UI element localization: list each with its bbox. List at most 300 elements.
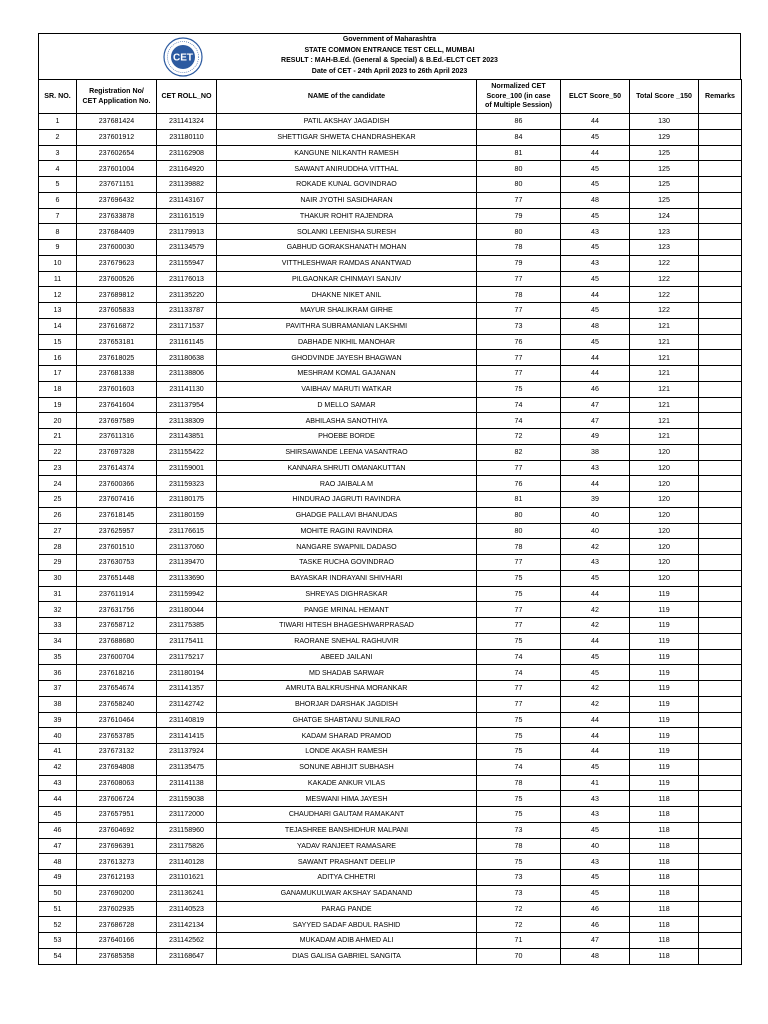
sr-no-cell: 24 [39,476,77,492]
remarks-cell [699,744,742,760]
sr-no-cell: 53 [39,933,77,949]
table-row [39,665,742,681]
registration-no-cell: 237601603 [77,381,157,397]
elct-score-cell: 48 [561,948,630,964]
remarks-cell [699,240,742,256]
remarks-cell [699,287,742,303]
remarks-cell [699,397,742,413]
sr-no-cell: 16 [39,350,77,366]
candidate-name-cell: NANGARE SWAPNIL DADASO [217,539,477,555]
remarks-cell [699,633,742,649]
elct-score-cell: 44 [561,744,630,760]
elct-score-cell: 43 [561,791,630,807]
normalized-score-cell: 80 [477,523,561,539]
total-score-cell: 121 [630,366,699,382]
roll-no-cell: 231142562 [157,933,217,949]
candidate-name-cell: SONUNE ABHIJIT SUBHASH [217,759,477,775]
remarks-cell [699,334,742,350]
elct-score-cell: 44 [561,728,630,744]
total-score-cell: 122 [630,287,699,303]
candidate-name-cell: AMRUTA BALKRUSHNA MORANKAR [217,681,477,697]
table-row [39,224,742,240]
candidate-name-cell: PARAG PANDE [217,901,477,917]
candidate-name-cell: SHIRSAWANDE LEENA VASANTRAO [217,444,477,460]
remarks-cell [699,759,742,775]
remarks-cell [699,318,742,334]
table-row [39,444,742,460]
registration-no-cell: 237607416 [77,492,157,508]
roll-no-cell: 231141138 [157,775,217,791]
table-row [39,334,742,350]
remarks-cell [699,618,742,634]
roll-no-cell: 231172000 [157,807,217,823]
col-header-normalized-score [477,80,561,114]
registration-no-cell: 237671151 [77,177,157,193]
sr-no-cell: 26 [39,507,77,523]
total-score-cell: 120 [630,492,699,508]
total-score-cell: 119 [630,728,699,744]
registration-no-cell: 237608063 [77,775,157,791]
roll-no-cell: 231141357 [157,681,217,697]
total-score-cell: 123 [630,240,699,256]
elct-score-cell: 46 [561,901,630,917]
normalized-score-cell: 80 [477,224,561,240]
roll-no-cell: 231133787 [157,303,217,319]
candidate-name-cell: GHATGE SHABTANU SUNILRAO [217,712,477,728]
total-score-cell: 118 [630,933,699,949]
registration-no-cell: 237600366 [77,476,157,492]
candidate-name-cell: PHOEBE BORDE [217,429,477,445]
elct-score-cell: 43 [561,460,630,476]
col-header-remarks: Remarks [699,80,742,114]
table-row [39,917,742,933]
sr-no-cell: 44 [39,791,77,807]
candidate-name-cell: ROKADE KUNAL GOVINDRAO [217,177,477,193]
registration-no-cell: 237658240 [77,696,157,712]
table-row [39,807,742,823]
candidate-name-cell: HINDURAO JAGRUTI RAVINDRA [217,492,477,508]
candidate-name-cell: DABHADE NIKHIL MANOHAR [217,334,477,350]
total-score-cell: 125 [630,145,699,161]
remarks-cell [699,917,742,933]
registration-no-cell: 237681424 [77,114,157,130]
elct-score-cell: 44 [561,114,630,130]
table-row [39,555,742,571]
table-row [39,287,742,303]
normalized-score-cell: 77 [477,618,561,634]
roll-no-cell: 231139470 [157,555,217,571]
header-government: Government of Maharashtra [342,36,437,43]
elct-score-cell: 42 [561,696,630,712]
sr-no-cell: 2 [39,129,77,145]
normalized-score-cell: 78 [477,775,561,791]
normalized-score-cell: 75 [477,791,561,807]
registration-no-cell: 237600704 [77,649,157,665]
elct-score-cell: 45 [561,161,630,177]
candidate-name-cell: LONDE AKASH RAMESH [217,744,477,760]
normalized-score-cell: 82 [477,444,561,460]
header-cell-name: STATE COMMON ENTRANCE TEST CELL, MUMBAI [304,46,475,54]
normalized-score-cell: 74 [477,397,561,413]
registration-no-cell: 237686728 [77,917,157,933]
total-score-cell: 119 [630,696,699,712]
total-score-cell: 119 [630,649,699,665]
elct-score-cell: 47 [561,933,630,949]
elct-score-cell: 45 [561,665,630,681]
candidate-name-cell: NAIR JYOTHI SASIDHARAN [217,192,477,208]
normalized-score-cell: 73 [477,885,561,901]
normalized-score-cell: 84 [477,129,561,145]
remarks-cell [699,413,742,429]
sr-no-cell: 3 [39,145,77,161]
normalized-score-cell: 74 [477,649,561,665]
table-row [39,397,742,413]
sr-no-cell: 28 [39,539,77,555]
elct-score-cell: 41 [561,775,630,791]
table-row [39,901,742,917]
candidate-name-cell: PAVITHRA SUBRAMANIAN LAKSHMI [217,318,477,334]
sr-no-cell: 40 [39,728,77,744]
remarks-cell [699,429,742,445]
normalized-score-cell: 75 [477,854,561,870]
registration-no-cell: 237653181 [77,334,157,350]
remarks-cell [699,460,742,476]
remarks-cell [699,350,742,366]
total-score-cell: 120 [630,507,699,523]
roll-no-cell: 231141415 [157,728,217,744]
registration-no-cell: 237600030 [77,240,157,256]
remarks-cell [699,129,742,145]
candidate-name-cell: GANAMUKULWAR AKSHAY SADANAND [217,885,477,901]
total-score-cell: 118 [630,948,699,964]
table-header-row [39,80,742,114]
remarks-cell [699,712,742,728]
normalized-score-cell: 71 [477,933,561,949]
remarks-cell [699,885,742,901]
roll-no-cell: 231159942 [157,586,217,602]
total-score-cell: 118 [630,838,699,854]
elct-score-cell: 49 [561,429,630,445]
total-score-cell: 120 [630,539,699,555]
remarks-cell [699,807,742,823]
candidate-name-cell: ABHILASHA SANOTHIYA [217,413,477,429]
total-score-cell: 121 [630,318,699,334]
total-score-cell: 119 [630,633,699,649]
normalized-score-cell: 75 [477,744,561,760]
sr-no-cell: 25 [39,492,77,508]
elct-score-cell: 44 [561,586,630,602]
remarks-cell [699,854,742,870]
candidate-name-cell: GHODVINDE JAYESH BHAGWAN [217,350,477,366]
sr-no-cell: 33 [39,618,77,634]
total-score-cell: 118 [630,822,699,838]
total-score-cell: 118 [630,901,699,917]
remarks-cell [699,255,742,271]
normalized-score-cell: 76 [477,334,561,350]
roll-no-cell: 231175411 [157,633,217,649]
logo-text: CET [173,52,193,64]
sr-no-cell: 51 [39,901,77,917]
table-row [39,413,742,429]
table-row [39,177,742,193]
roll-no-cell: 231164920 [157,161,217,177]
elct-score-cell: 45 [561,759,630,775]
candidate-name-cell: SHETTIGAR SHWETA CHANDRASHEKAR [217,129,477,145]
header-cet-date: Date of CET - 24th April 2023 to 26th April 2023 [311,68,468,76]
table-row [39,208,742,224]
remarks-cell [699,933,742,949]
sr-no-cell: 9 [39,240,77,256]
total-score-cell: 121 [630,334,699,350]
candidate-name-cell: TEJASHREE BANSHIDHUR MALPANI [217,822,477,838]
sr-no-cell: 48 [39,854,77,870]
sr-no-cell: 8 [39,224,77,240]
total-score-cell: 118 [630,807,699,823]
table-row [39,681,742,697]
registration-no-cell: 237685358 [77,948,157,964]
table-row [39,633,742,649]
sr-no-cell: 17 [39,366,77,382]
registration-no-cell: 237658712 [77,618,157,634]
registration-no-cell: 237601004 [77,161,157,177]
table-row [39,854,742,870]
normalized-score-cell: 72 [477,917,561,933]
total-score-cell: 120 [630,555,699,571]
registration-no-cell: 237689812 [77,287,157,303]
remarks-cell [699,901,742,917]
roll-no-cell: 231140128 [157,854,217,870]
table-row [39,744,742,760]
total-score-cell: 119 [630,759,699,775]
sr-no-cell: 21 [39,429,77,445]
registration-no-cell: 237606724 [77,791,157,807]
normalized-score-cell: 75 [477,381,561,397]
elct-score-cell: 42 [561,618,630,634]
candidate-name-cell: KANGUNE NILKANTH RAMESH [217,145,477,161]
normalized-score-cell: 77 [477,460,561,476]
registration-no-cell: 237696391 [77,838,157,854]
table-row [39,492,742,508]
table-row [39,649,742,665]
registration-no-cell: 237613273 [77,854,157,870]
table-row [39,129,742,145]
normalized-score-cell: 81 [477,492,561,508]
sr-no-cell: 31 [39,586,77,602]
table-row [39,618,742,634]
normalized-score-cell: 81 [477,145,561,161]
sr-no-cell: 39 [39,712,77,728]
roll-no-cell: 231161519 [157,208,217,224]
table-row [39,570,742,586]
roll-no-cell: 231161145 [157,334,217,350]
remarks-cell [699,366,742,382]
registration-no-cell: 237601510 [77,539,157,555]
normalized-score-cell: 74 [477,665,561,681]
registration-no-cell: 237640166 [77,933,157,949]
table-row [39,728,742,744]
elct-score-cell: 40 [561,523,630,539]
candidate-name-cell: SHREYAS DIGHRASKAR [217,586,477,602]
normalized-score-cell: 72 [477,429,561,445]
normalized-score-cell: 70 [477,948,561,964]
normalized-score-cell: 73 [477,822,561,838]
roll-no-cell: 231175217 [157,649,217,665]
table-row [39,460,742,476]
elct-score-cell: 45 [561,334,630,350]
candidate-name-cell: THAKUR ROHIT RAJENDRA [217,208,477,224]
elct-score-cell: 40 [561,507,630,523]
remarks-cell [699,161,742,177]
elct-score-cell: 44 [561,287,630,303]
roll-no-cell: 231140523 [157,901,217,917]
total-score-cell: 121 [630,381,699,397]
normalized-score-cell: 86 [477,114,561,130]
col-header-roll-no: CET ROLL_NO [157,80,217,114]
candidate-name-cell: PANGE MRINAL HEMANT [217,602,477,618]
sr-no-cell: 45 [39,807,77,823]
roll-no-cell: 231180175 [157,492,217,508]
remarks-cell [699,444,742,460]
remarks-cell [699,381,742,397]
table-row [39,255,742,271]
candidate-name-cell: DIAS GALISA GABRIEL SANGITA [217,948,477,964]
normalized-score-cell: 77 [477,350,561,366]
table-row [39,303,742,319]
roll-no-cell: 231180110 [157,129,217,145]
table-row [39,429,742,445]
sr-no-cell: 32 [39,602,77,618]
sr-no-cell: 13 [39,303,77,319]
roll-no-cell: 231168647 [157,948,217,964]
sr-no-cell: 6 [39,192,77,208]
normalized-score-cell: 75 [477,807,561,823]
roll-no-cell: 231139882 [157,177,217,193]
total-score-cell: 129 [630,129,699,145]
sr-no-cell: 46 [39,822,77,838]
col-header-total-score: Total Score _150 [630,80,699,114]
roll-no-cell: 231155422 [157,444,217,460]
normalized-score-cell: 73 [477,318,561,334]
result-table [38,79,742,965]
normalized-score-cell: 77 [477,602,561,618]
total-score-cell: 118 [630,885,699,901]
roll-no-cell: 231180044 [157,602,217,618]
table-row [39,114,742,130]
registration-no-cell: 237605833 [77,303,157,319]
roll-no-cell: 231133690 [157,570,217,586]
roll-no-cell: 231136241 [157,885,217,901]
elct-score-cell: 45 [561,570,630,586]
registration-no-cell: 237601912 [77,129,157,145]
sr-no-cell: 42 [39,759,77,775]
roll-no-cell: 231143167 [157,192,217,208]
sr-no-cell: 19 [39,397,77,413]
elct-score-cell: 45 [561,303,630,319]
candidate-name-cell: D MELLO SAMAR [217,397,477,413]
candidate-name-cell: KANNARA SHRUTI OMANAKUTTAN [217,460,477,476]
registration-no-cell: 237625957 [77,523,157,539]
remarks-cell [699,870,742,886]
table-row [39,586,742,602]
sr-no-cell: 20 [39,413,77,429]
registration-no-cell: 237604692 [77,822,157,838]
elct-score-cell: 47 [561,413,630,429]
registration-no-cell: 237697328 [77,444,157,460]
remarks-cell [699,192,742,208]
registration-no-cell: 237681338 [77,366,157,382]
elct-score-cell: 43 [561,854,630,870]
roll-no-cell: 231134579 [157,240,217,256]
total-score-cell: 125 [630,161,699,177]
candidate-name-cell: ADITYA CHHETRI [217,870,477,886]
roll-no-cell: 231158960 [157,822,217,838]
registration-no-cell: 237633878 [77,208,157,224]
table-row [39,948,742,964]
header-text [39,35,740,78]
remarks-cell [699,586,742,602]
total-score-cell: 120 [630,460,699,476]
registration-no-cell: 237654674 [77,681,157,697]
candidate-name-cell: RAO JAIBALA M [217,476,477,492]
candidate-name-cell: MOHITE RAGINI RAVINDRA [217,523,477,539]
sr-no-cell: 38 [39,696,77,712]
candidate-name-cell: CHAUDHARI GAUTAM RAMAKANT [217,807,477,823]
remarks-cell [699,208,742,224]
elct-score-cell: 39 [561,492,630,508]
roll-no-cell: 231141130 [157,381,217,397]
roll-no-cell: 231141324 [157,114,217,130]
table-row [39,366,742,382]
registration-no-cell: 237688680 [77,633,157,649]
table-row [39,240,742,256]
total-score-cell: 121 [630,429,699,445]
total-score-cell: 121 [630,350,699,366]
roll-no-cell: 231179913 [157,224,217,240]
total-score-cell: 120 [630,523,699,539]
elct-score-cell: 44 [561,350,630,366]
roll-no-cell: 231101621 [157,870,217,886]
elct-score-cell: 40 [561,838,630,854]
result-sheet [38,33,741,965]
table-row [39,885,742,901]
total-score-cell: 119 [630,602,699,618]
table-row [39,791,742,807]
candidate-name-cell: GABHUD GORAKSHANATH MOHAN [217,240,477,256]
normalized-score-cell: 72 [477,901,561,917]
sr-no-cell: 54 [39,948,77,964]
normalized-score-cell: 79 [477,208,561,224]
sr-no-cell: 29 [39,555,77,571]
roll-no-cell: 231135475 [157,759,217,775]
registration-no-cell: 237679623 [77,255,157,271]
normalized-score-cell: 75 [477,728,561,744]
table-row [39,602,742,618]
normalized-score-cell: 80 [477,507,561,523]
elct-score-cell: 45 [561,885,630,901]
normalized-score-cell: 77 [477,271,561,287]
col-header-sr-no: SR. NO. [39,80,77,114]
normalized-score-cell: 78 [477,838,561,854]
remarks-cell [699,271,742,287]
registration-no-cell: 237614374 [77,460,157,476]
registration-no-cell: 237602935 [77,901,157,917]
total-score-cell: 124 [630,208,699,224]
elct-score-cell: 43 [561,555,630,571]
registration-no-cell: 237630753 [77,555,157,571]
sr-no-cell: 49 [39,870,77,886]
elct-score-cell: 48 [561,318,630,334]
elct-score-cell: 45 [561,870,630,886]
